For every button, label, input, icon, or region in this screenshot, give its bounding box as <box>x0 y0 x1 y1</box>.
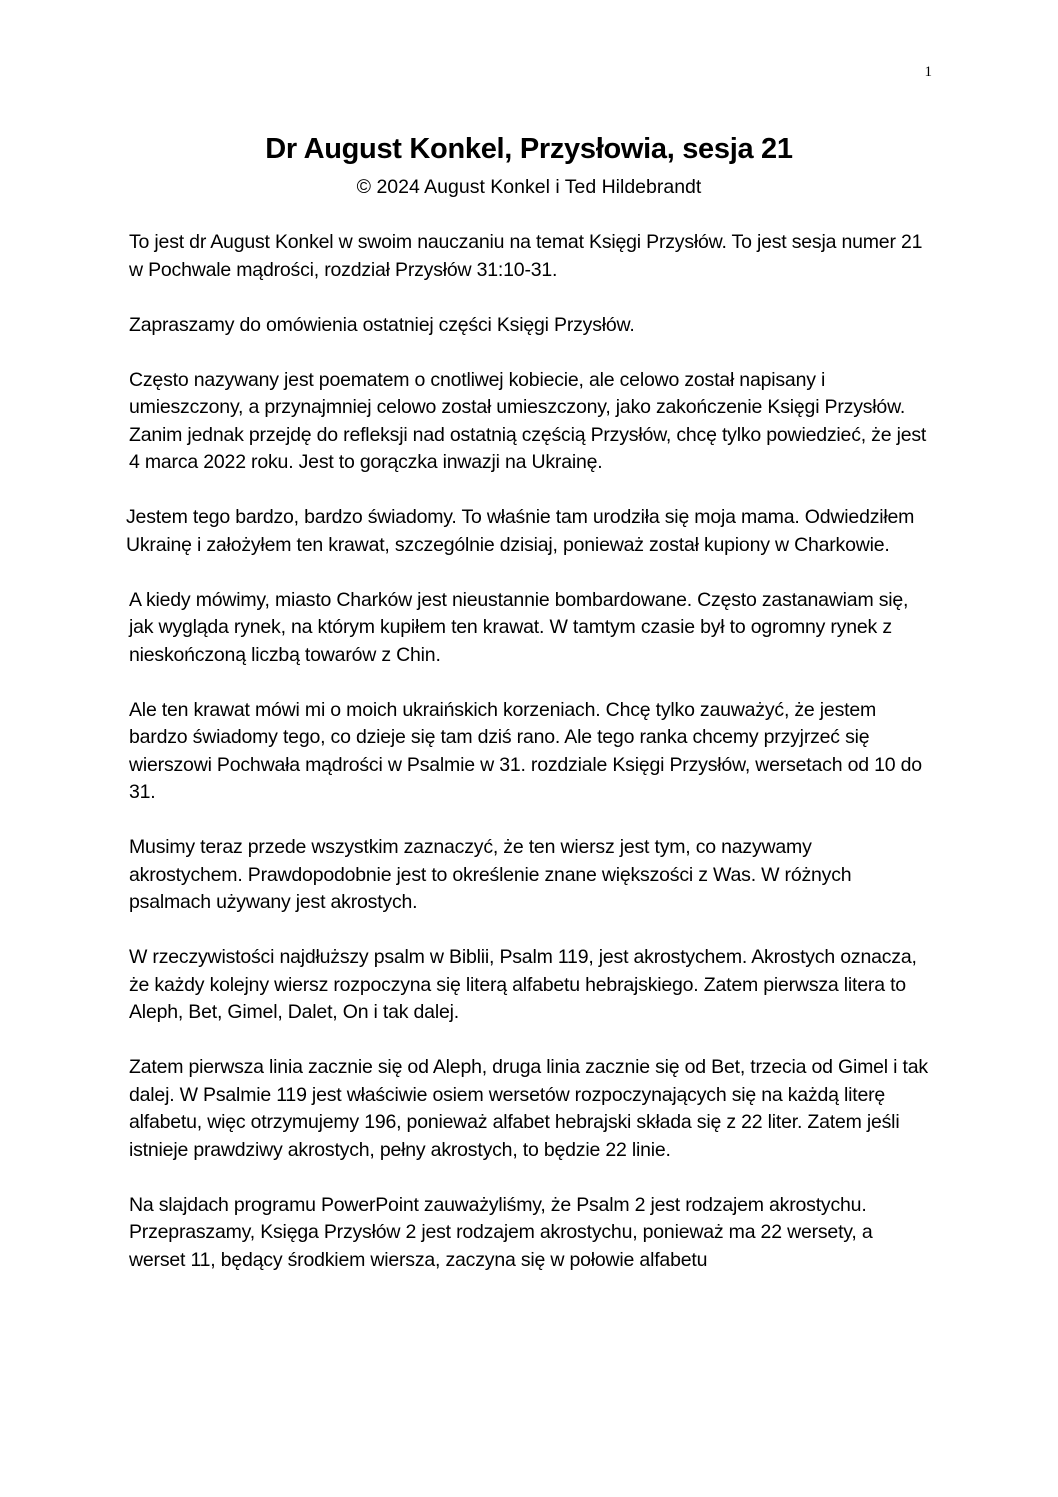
paragraph-roots: Ale ten krawat mówi mi o moich ukraińskich korzeniach. Chcę tylko zauważyć, że jestem bardzo świadomy tego, co dzieje się tam dziś rano. Ale tego ranka chcemy przyjrzeć się wierszowi Pochwała mądrości w Psalmie w 31. rozdziale Księgi Przysłów, wersetach od 10 do 31. <box>129 698 922 803</box>
paragraph-invitation: Zapraszamy do omówienia ostatniej części Księgi Przysłów. <box>129 313 635 336</box>
paragraph-powerpoint: Na slajdach programu PowerPoint zauważyliśmy, że Psalm 2 jest rodzajem akrostychu. Przepraszamy, Księga Przysłów 2 jest rodzajem akrostychu, ponieważ ma 22 wersety, a werset 11, będący środkiem wiersza, zaczyna się w połowie alfabetu <box>129 1193 873 1271</box>
paragraph-kharkiv: A kiedy mówimy, miasto Charków jest nieustannie bombardowane. Często zastanawiam się, jak wygląda rynek, na którym kupiłem ten krawat. W tamtym czasie był to ogromny rynek z nieskończoną liczbą towarów z Chin. <box>129 588 909 666</box>
paragraph-ukraine: Jestem tego bardzo, bardzo świadomy. To właśnie tam urodziła się moja mama. Odwiedziłem Ukrainę i założyłem ten krawat, szczególnie dzisiaj, ponieważ został kupiony w Charkowie. <box>126 506 915 556</box>
document-body <box>126 229 929 1302</box>
paragraph-psalm-119: W rzeczywistości najdłuższy psalm w Biblii, Psalm 119, jest akrostychem. Akrostych oznacza, że każdy kolejny wiersz rozpoczyna się literą alfabetu hebrajskiego. Zatem pierwsza litera to Aleph, Bet, Gimel, Dalet, On i tak dalej. <box>129 946 917 1023</box>
paragraph-intro: To jest dr August Konkel w swoim nauczaniu na temat Księgi Przysłów. To jest sesja numer 21 w Pochwale mądrości, rozdział Przysłów 31:10-31. <box>129 231 923 281</box>
paragraph-acrostic: Musimy teraz przede wszystkim zaznaczyć, że ten wiersz jest tym, co nazywamy akrostychem. Prawdopodobnie jest to określenie znane większości z Was. W różnych psalmach używany jest akrostych. <box>129 836 852 913</box>
document-title: Dr August Konkel, Przysłowia, sesja 21 <box>265 133 793 165</box>
page-number: 1 <box>924 64 932 80</box>
copyright-line: © 2024 August Konkel i Ted Hildebrandt <box>356 176 702 198</box>
paragraph-alphabet: Zatem pierwsza linia zacznie się od Aleph, druga linia zacznie się od Bet, trzecia od Gimel i tak dalej. W Psalmie 119 jest właściwie osiem wersetów rozpoczynających się na każdą literę alfabetu, więc otrzymujemy 196, ponieważ alfabet hebrajski składa się z 22 liter. Zatem jeśli istnieje prawdziwy akrostych, pełny akrostych, to będzie 22 linie. <box>129 1056 928 1161</box>
paragraph-virtuous-woman: Często nazywany jest poematem o cnotliwej kobiecie, ale celowo został napisany i umieszczony, a przynajmniej celowo został umieszczony, jako zakończenie Księgi Przysłów. Zanim jednak przejdę do refleksji nad ostatnią częścią Przysłów, chcę tylko powiedzieć, że jest 4 marca 2022 roku. Jest to gorączka inwazji na Ukrainę. <box>129 368 927 473</box>
